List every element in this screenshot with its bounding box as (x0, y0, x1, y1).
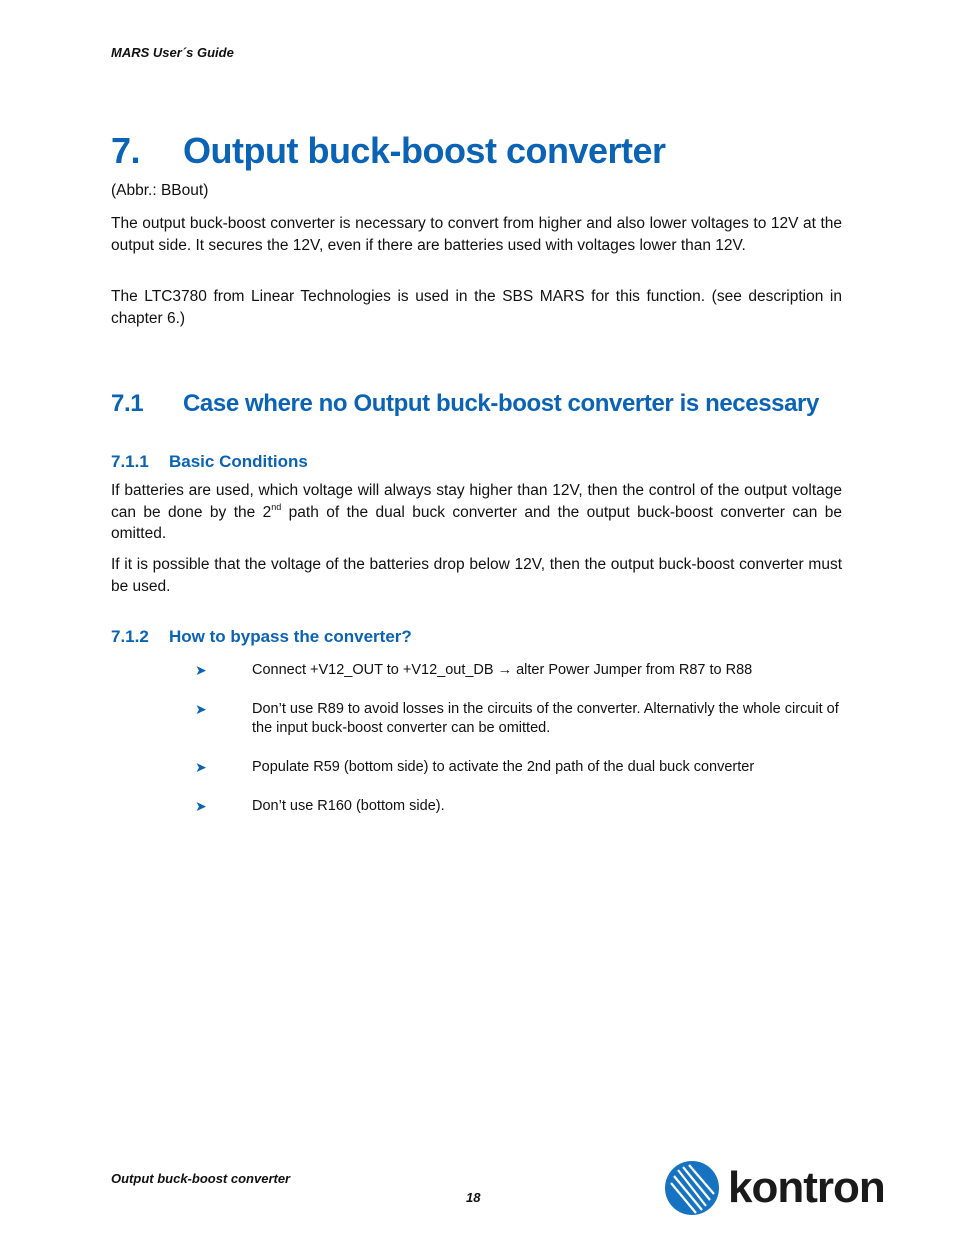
list-item (195, 797, 845, 816)
kontron-globe-icon (664, 1160, 720, 1216)
body-paragraph (111, 480, 842, 545)
subsection-title: How to bypass the converter? (169, 627, 412, 646)
intro-paragraph: The LTC3780 from Linear Technologies is used in the SBS MARS for this function. (see description in chapter 6.) (111, 288, 842, 327)
abbreviation-note: (Abbr.: BBout) (111, 182, 209, 199)
section-title: Case where no Output buck-boost converter is necessary (183, 390, 819, 417)
subsection-number: 7.1.2 (111, 627, 149, 646)
section-heading (111, 390, 819, 418)
subsection-title: Basic Conditions (169, 452, 308, 471)
footer-section-title: Output buck-boost converter (111, 1171, 291, 1186)
list-item-text: Don’t use R89 to avoid losses in the circuits of the converter. Alternativly the whole circuit of the input buck-boost converter can be omitted. (252, 701, 839, 736)
kontron-logo (664, 1160, 885, 1216)
subsection-number: 7.1.1 (111, 452, 149, 471)
logo-wordmark: kontron (728, 1163, 885, 1212)
list-item (195, 661, 845, 680)
bypass-steps-list (195, 661, 845, 836)
body-paragraph: If it is possible that the voltage of the batteries drop below 12V, then the output buck-boost converter must be used. (111, 556, 842, 595)
chapter-title: Output buck-boost converter (183, 130, 666, 171)
paragraph-text: path of the dual buck converter and the output buck-boost converter can be omitted. (111, 503, 842, 542)
arrow-bullet-icon: ➤ (195, 662, 207, 678)
subsection-heading (111, 627, 412, 647)
subsection-heading (111, 452, 308, 472)
chapter-heading (111, 130, 666, 172)
running-header: MARS User´s Guide (111, 45, 234, 60)
paragraph-text: If batteries are used, which voltage will always stay higher than 12V, then the control of the output voltage can be done by the 2 (111, 482, 842, 521)
list-item (195, 758, 845, 777)
ordinal-superscript: nd (271, 501, 282, 512)
chapter-number: 7. (111, 130, 141, 171)
page-number: 18 (466, 1190, 481, 1205)
arrow-bullet-icon: ➤ (195, 798, 207, 814)
arrow-bullet-icon: ➤ (195, 701, 207, 717)
list-item-text: Don’t use R160 (bottom side). (252, 798, 445, 814)
arrow-bullet-icon: ➤ (195, 759, 207, 775)
section-number: 7.1 (111, 390, 144, 417)
list-item (195, 700, 845, 738)
list-item-text: Populate R59 (bottom side) to activate the 2nd path of the dual buck converter (252, 759, 755, 775)
list-item-text: Connect +V12_OUT to +V12_out_DB → alter Power Jumper from R87 to R88 (252, 662, 753, 678)
intro-paragraph: The output buck-boost converter is necessary to convert from higher and also lower voltages to 12V at the output side. It secures the 12V, even if there are batteries used with voltages lower than 12V. (111, 215, 842, 254)
